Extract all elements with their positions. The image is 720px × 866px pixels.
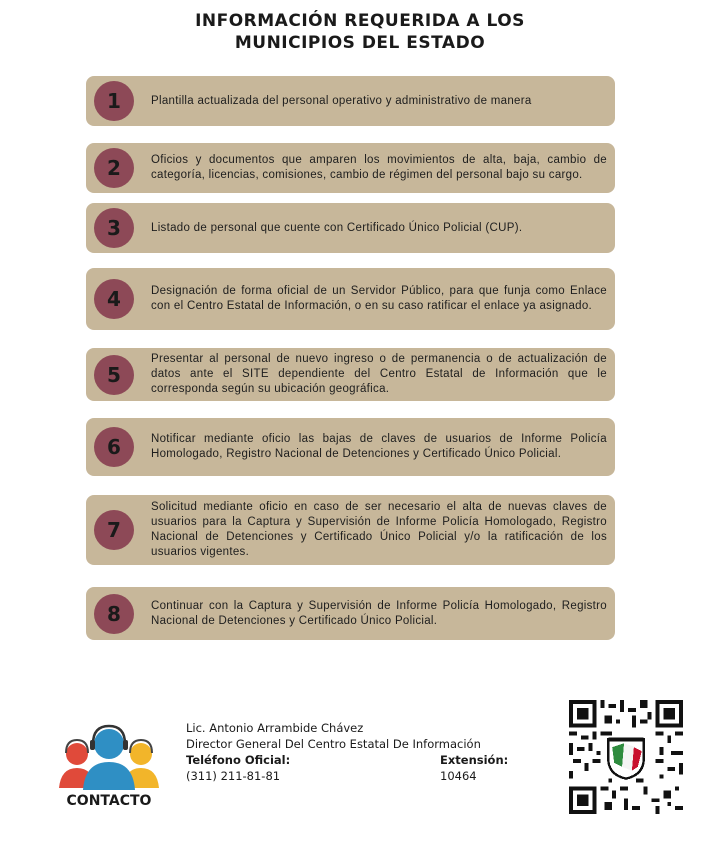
item-number-badge: 6 [94, 427, 134, 467]
list-item [86, 348, 615, 401]
item-text: Designación de forma oficial de un Servidor Público, para que funja como Enlace con el Centro Estatal de Información, o en su caso ratificar el enlace ya asignado. [151, 285, 607, 312]
list-item [86, 203, 615, 253]
item-text: Plantilla actualizada del personal operativo y administrativo de manera [151, 94, 532, 107]
list-item [86, 268, 615, 330]
contact-position: Director General Del Centro Estatal De Información [186, 737, 481, 751]
contact-name: Lic. Antonio Arrambide Chávez [186, 721, 364, 735]
item-number-badge: 8 [94, 594, 134, 634]
list-item [86, 418, 615, 476]
phone-number: (311) 211-81-81 [186, 769, 281, 783]
item-number-badge: 7 [94, 510, 134, 550]
page-title [0, 10, 720, 54]
item-text: Solicitud mediante oficio en caso de ser necesario el alta de nuevas claves de usuarios para la Captura y Supervisión de Informe Policía Homologado, Registro Nacional de Detenciones y Certificado Único Policial y/o la ratificación de los usuarios vigentes. [151, 501, 607, 558]
call-center-people-icon [57, 722, 161, 792]
phone-label: Teléfono Oficial: [186, 753, 291, 767]
item-number-badge: 5 [94, 355, 134, 395]
extension-label: Extensión: [440, 753, 509, 767]
extension-number: 10464 [440, 769, 477, 783]
item-number-badge: 3 [94, 208, 134, 248]
item-number-badge: 1 [94, 81, 134, 121]
item-text: Notificar mediante oficio las bajas de claves de usuarios de Informe Policía Homologado, Registro Nacional de Detenciones y Certificado Único Policial. [151, 433, 607, 460]
item-text: Listado de personal que cuente con Certificado Único Policial (CUP). [151, 221, 523, 234]
qr-code [569, 700, 683, 814]
item-text: Continuar con la Captura y Supervisión de Informe Policía Homologado, Registro Nacional de Detenciones y Certificado Único Policial. [151, 599, 607, 627]
list-item [86, 143, 615, 193]
title-line-2: MUNICIPIOS DEL ESTADO [234, 33, 486, 53]
item-text: Presentar al personal de nuevo ingreso o de permanencia o de actualización de datos ante el SITE dependiente del Centro Estatal de Información que le corresponda según su ubicación geográfica. [151, 353, 607, 395]
item-number-badge: 4 [94, 279, 134, 319]
item-number-badge: 2 [94, 148, 134, 188]
list-item [86, 587, 615, 640]
title-line-1: INFORMACIÓN REQUERIDA A LOS [195, 11, 525, 31]
contact-label: CONTACTO [66, 793, 152, 809]
list-item [86, 495, 615, 565]
item-text: Oficios y documentos que amparen los movimientos de alta, baja, cambio de categoría, licencias, comisiones, cambio de régimen del personal bajo su cargo. [151, 154, 607, 181]
list-item [86, 76, 615, 126]
